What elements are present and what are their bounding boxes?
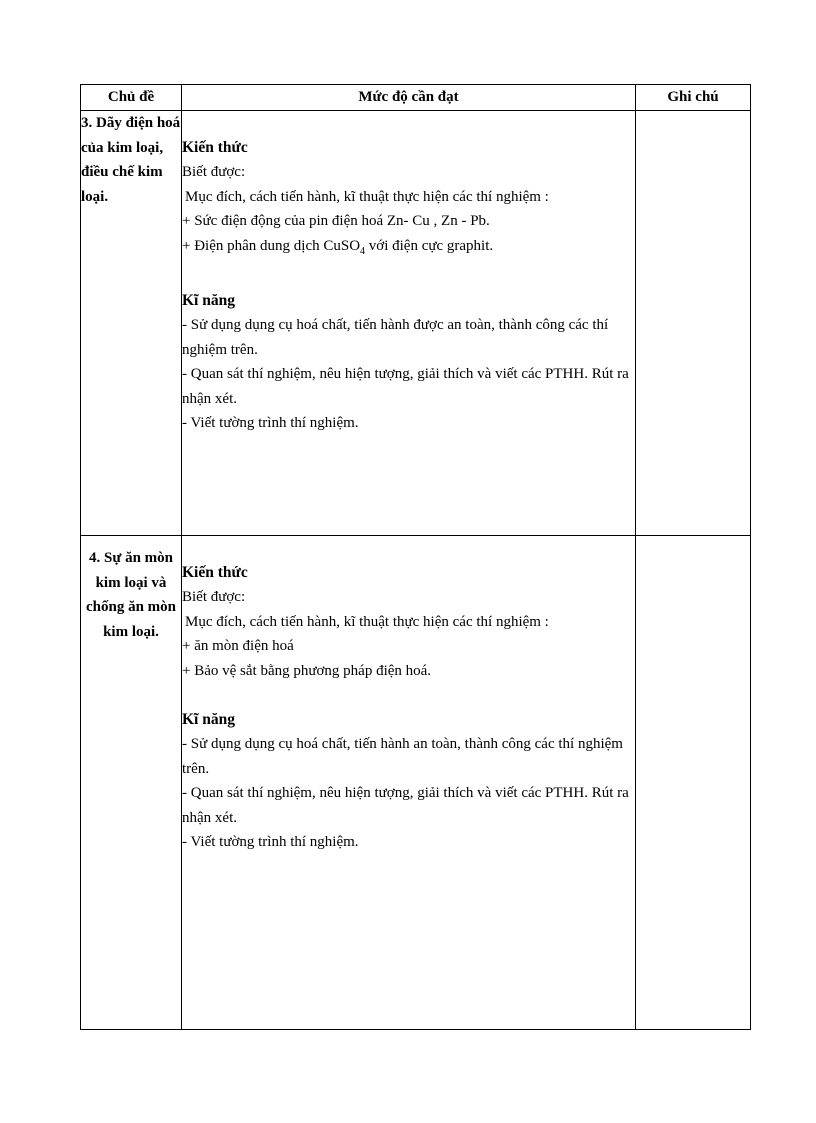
skills-line: - Sử dụng dụng cụ hoá chất, tiến hành an toàn, thành công các thí nghiệm trên. [182,736,623,777]
knowledge-line: Mục đích, cách tiến hành, kĩ thuật thực hiện các thí nghiệm : [185,613,549,630]
table-header-row [81,85,751,111]
requirements-table [80,84,751,1030]
knowledge-line: + Sức điện động của pin điện hoá Zn- Cu , Zn - Pb. [182,213,490,229]
table-row [81,111,751,536]
header-note: Ghi chú [636,85,751,111]
content-cell [182,536,636,1030]
skills-heading: Kĩ năng [182,710,235,728]
knowledge-heading: Kiến thức [182,138,248,156]
header-level: Mức độ cần đạt [182,85,636,111]
topic-cell: 3. Dãy điện hoá của kim loại, điều chế kim loại. [81,111,182,536]
skills-line: - Quan sát thí nghiệm, nêu hiện tượng, giải thích và viết các PTHH. Rút ra nhận xét. [182,366,629,407]
knowledge-line: Biết được: [182,164,246,180]
knowledge-line: Mục đích, cách tiến hành, kĩ thuật thực hiện các thí nghiệm : [185,188,549,205]
skills-line: - Viết tường trình thí nghiệm. [182,834,359,850]
skills-line: - Sử dụng dụng cụ hoá chất, tiến hành được an toàn, thành công các thí nghiệm trên. [182,317,609,358]
skills-line: - Quan sát thí nghiệm, nêu hiện tượng, giải thích và viết các PTHH. Rút ra nhận xét. [182,785,629,826]
knowledge-line: + Điện phân dung dịch CuSO$_4$ với điện cực graphit. [182,237,494,257]
skills-heading: Kĩ năng [182,291,235,309]
content-cell [182,111,636,536]
knowledge-line: + ăn mòn điện hoá [182,638,294,654]
skills-line: - Viết tường trình thí nghiệm. [182,415,359,431]
knowledge-line: + Bảo vệ sắt bằng phương pháp điện hoá. [182,662,432,679]
header-topic: Chủ đề [81,85,182,111]
table-row [81,536,751,1030]
note-cell [636,536,751,1030]
knowledge-line: Biết được: [182,589,246,605]
note-cell [636,111,751,536]
knowledge-heading: Kiến thức [182,563,248,581]
topic-cell: 4. Sự ăn mòn kim loại và chống ăn mòn kim loại. [81,536,182,1030]
